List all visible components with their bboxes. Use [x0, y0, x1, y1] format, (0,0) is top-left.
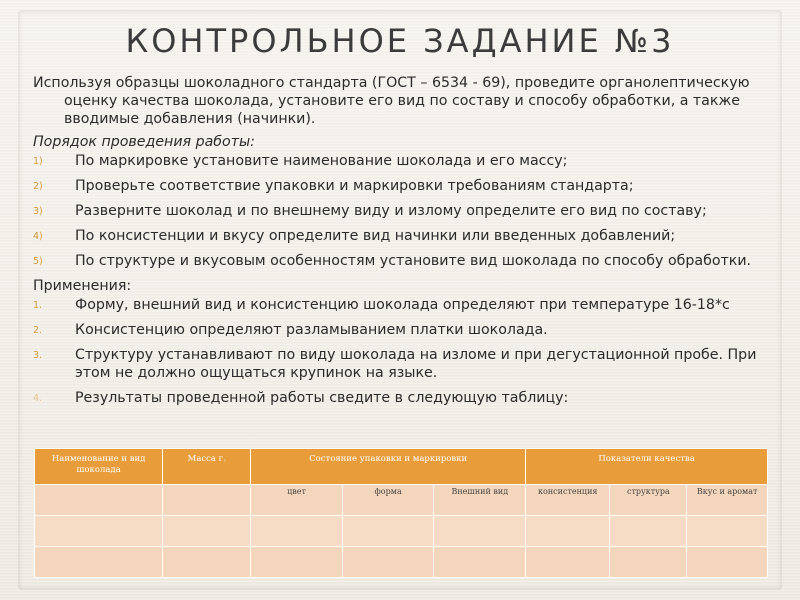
list-text: По консистенции и вкусу определите вид начинки или введенных добавлений;	[75, 228, 676, 244]
table-cell[interactable]	[434, 516, 526, 547]
list-number: 1.	[33, 300, 43, 311]
table-cell[interactable]	[251, 547, 343, 578]
table-cell[interactable]	[35, 547, 163, 578]
subheader-color: цвет	[251, 485, 343, 516]
applications-list	[33, 296, 778, 407]
list-number: 2)	[33, 181, 43, 192]
table-cell[interactable]	[526, 516, 610, 547]
subheader-shape: форма	[342, 485, 434, 516]
procedure-heading: Порядок проведения работы:	[33, 134, 255, 150]
list-text: Форму, внешний вид и консистенцию шоколада определяют при температуре 16-18*с	[75, 297, 730, 313]
table-cell[interactable]	[35, 516, 163, 547]
subheader-structure: структура	[610, 485, 687, 516]
list-item	[33, 389, 778, 407]
procedure-list	[33, 152, 778, 270]
list-text: Разверните шоколад и по внешнему виду и излому определите его вид по составу;	[75, 203, 707, 219]
slide-title: КОНТРОЛЬНОЕ ЗАДАНИЕ №3	[125, 22, 675, 60]
table-cell[interactable]	[163, 485, 251, 516]
subheader-appearance: Внешний вид	[434, 485, 526, 516]
table-row	[35, 547, 768, 578]
list-number: 4)	[33, 231, 43, 242]
list-text: Проверьте соответствие упаковки и маркировки требованиям стандарта;	[75, 178, 634, 194]
table-cell[interactable]	[163, 547, 251, 578]
subheader-taste: Вкус и аромат	[687, 485, 768, 516]
list-item	[33, 252, 778, 270]
table-cell[interactable]	[526, 547, 610, 578]
table-header-row	[35, 449, 768, 485]
intro-line-3: вводимые добавления (начинки).	[64, 111, 316, 127]
list-item	[33, 152, 778, 170]
list-item	[33, 227, 778, 245]
list-item	[33, 321, 778, 339]
list-item	[33, 177, 778, 195]
table-cell[interactable]	[342, 516, 434, 547]
list-number: 4.	[33, 393, 43, 404]
list-number: 2.	[33, 325, 43, 336]
list-number: 3)	[33, 206, 43, 217]
table-cell[interactable]	[687, 547, 768, 578]
list-text: Консистенцию определяют разламыванием платки шоколада.	[75, 322, 548, 338]
list-item	[33, 202, 778, 220]
table-row	[35, 485, 768, 516]
list-item	[33, 296, 778, 314]
table-cell[interactable]	[610, 516, 687, 547]
list-text: Результаты проведенной работы сведите в следующую таблицу:	[75, 390, 569, 406]
list-text: Структуру устанавливают по виду шоколада на изломе и при дегустационной пробе. При этом не должно ощущаться крупинок на языке.	[75, 347, 757, 381]
intro-line-1: Используя образцы шоколадного стандарта (ГОСТ – 6534 - 69), проведите органолептическую	[33, 75, 750, 91]
list-text: По структуре и вкусовым особенностям установите вид шоколада по способу обработки.	[75, 253, 752, 269]
list-item	[33, 346, 778, 382]
header-mass: Масса г.	[163, 449, 251, 485]
list-number: 3.	[33, 350, 43, 361]
applications-heading: Применения:	[33, 278, 132, 294]
table-cell[interactable]	[342, 547, 434, 578]
list-number: 5)	[33, 256, 43, 267]
list-number: 1)	[33, 156, 43, 167]
header-quality: Показатели качества	[526, 449, 768, 485]
table-cell[interactable]	[434, 547, 526, 578]
intro-line-2: оценку качества шоколада, установите его вид по составу и способу обработки, а также	[64, 93, 740, 109]
results-table-wrapper	[34, 448, 768, 578]
table-cell[interactable]	[163, 516, 251, 547]
list-text: По маркировке установите наименование шоколада и его массу;	[75, 153, 568, 169]
intro-paragraph	[33, 74, 778, 128]
subheader-consistency: консистенция	[526, 485, 610, 516]
table-cell[interactable]	[687, 516, 768, 547]
table-cell[interactable]	[251, 516, 343, 547]
results-table	[34, 448, 768, 578]
table-row	[35, 516, 768, 547]
header-name: Наименование и вид шоколада	[35, 449, 163, 485]
header-packaging: Состояние упаковки и маркировки	[251, 449, 526, 485]
table-cell[interactable]	[35, 485, 163, 516]
slide-content	[33, 74, 778, 414]
table-cell[interactable]	[610, 547, 687, 578]
